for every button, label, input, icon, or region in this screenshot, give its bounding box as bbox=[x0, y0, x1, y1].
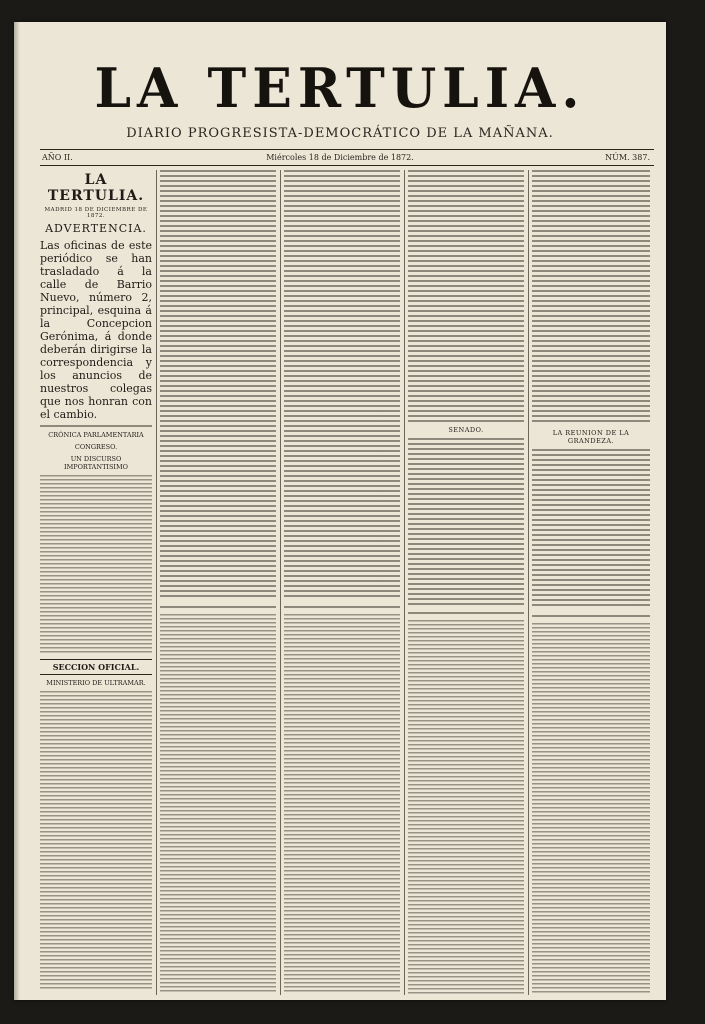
column-rule bbox=[280, 170, 281, 995]
dateline-number: NÚM. 387. bbox=[605, 153, 650, 162]
column-date-line: MADRID 18 DE DICIEMBRE DE 1872. bbox=[44, 207, 148, 219]
article-body-text bbox=[408, 170, 524, 422]
speech-heading: UN DISCURSO IMPORTANTISIMO bbox=[64, 455, 128, 471]
column-3 bbox=[284, 170, 400, 995]
column-2 bbox=[160, 170, 276, 995]
column-paper-name: LA TERTULIA. bbox=[47, 172, 145, 204]
article-body-text bbox=[408, 620, 524, 995]
page-edge-shadow bbox=[14, 22, 20, 1000]
article-body-text bbox=[408, 438, 524, 606]
article-body-text bbox=[284, 170, 400, 600]
senate-heading: SENADO. bbox=[448, 426, 484, 434]
article-body-text bbox=[532, 623, 650, 995]
dateline-date: Miércoles 18 de Diciembre de 1872. bbox=[266, 153, 414, 162]
divider bbox=[284, 606, 400, 608]
divider bbox=[532, 615, 650, 617]
newspaper-page bbox=[14, 22, 666, 1000]
divider bbox=[408, 612, 524, 614]
top-rule bbox=[40, 149, 654, 150]
advert-text: Las oficinas de este periódico se han trasladado á la calle de Barrio Nuevo, número 2, principal, esquina á la Concepcion Gerónima, á donde deberán dirigirse la correspondencia y los anuncios de nuestros colegas que nos honran con el cambio. bbox=[40, 239, 152, 421]
column-5 bbox=[532, 170, 650, 995]
chronicle-heading: CRÓNICA PARLAMENTARIA bbox=[48, 431, 144, 439]
article-body-text bbox=[532, 449, 650, 609]
dateline-bottom-rule bbox=[40, 165, 654, 166]
article-body-text bbox=[160, 170, 276, 600]
ministry-heading: MINISTERIO DE ULTRAMAR. bbox=[46, 679, 146, 687]
dateline-year: AÑO II. bbox=[42, 153, 73, 162]
article-body-text bbox=[40, 475, 152, 655]
official-section-heading: SECCION OFICIAL. bbox=[40, 659, 152, 675]
column-rule bbox=[156, 170, 157, 995]
divider bbox=[160, 606, 276, 608]
official-body-text bbox=[40, 691, 152, 991]
column-4 bbox=[408, 170, 524, 995]
divider bbox=[40, 425, 152, 427]
reunion-heading: LA REUNION DE LA GRANDEZA. bbox=[552, 429, 630, 445]
advert-heading: ADVERTENCIA. bbox=[45, 222, 147, 235]
masthead-title: LA TERTULIA. bbox=[94, 56, 586, 121]
article-body-text bbox=[532, 170, 650, 425]
article-body-text bbox=[160, 614, 276, 994]
column-rule bbox=[404, 170, 405, 995]
column-rule bbox=[528, 170, 529, 995]
masthead-subtitle: DIARIO PROGRESISTA-DEMOCRÁTICO DE LA MAÑANA. bbox=[126, 126, 554, 141]
column-1 bbox=[40, 170, 152, 995]
article-body-text bbox=[284, 614, 400, 994]
congress-heading: CONGRESO. bbox=[74, 443, 118, 451]
